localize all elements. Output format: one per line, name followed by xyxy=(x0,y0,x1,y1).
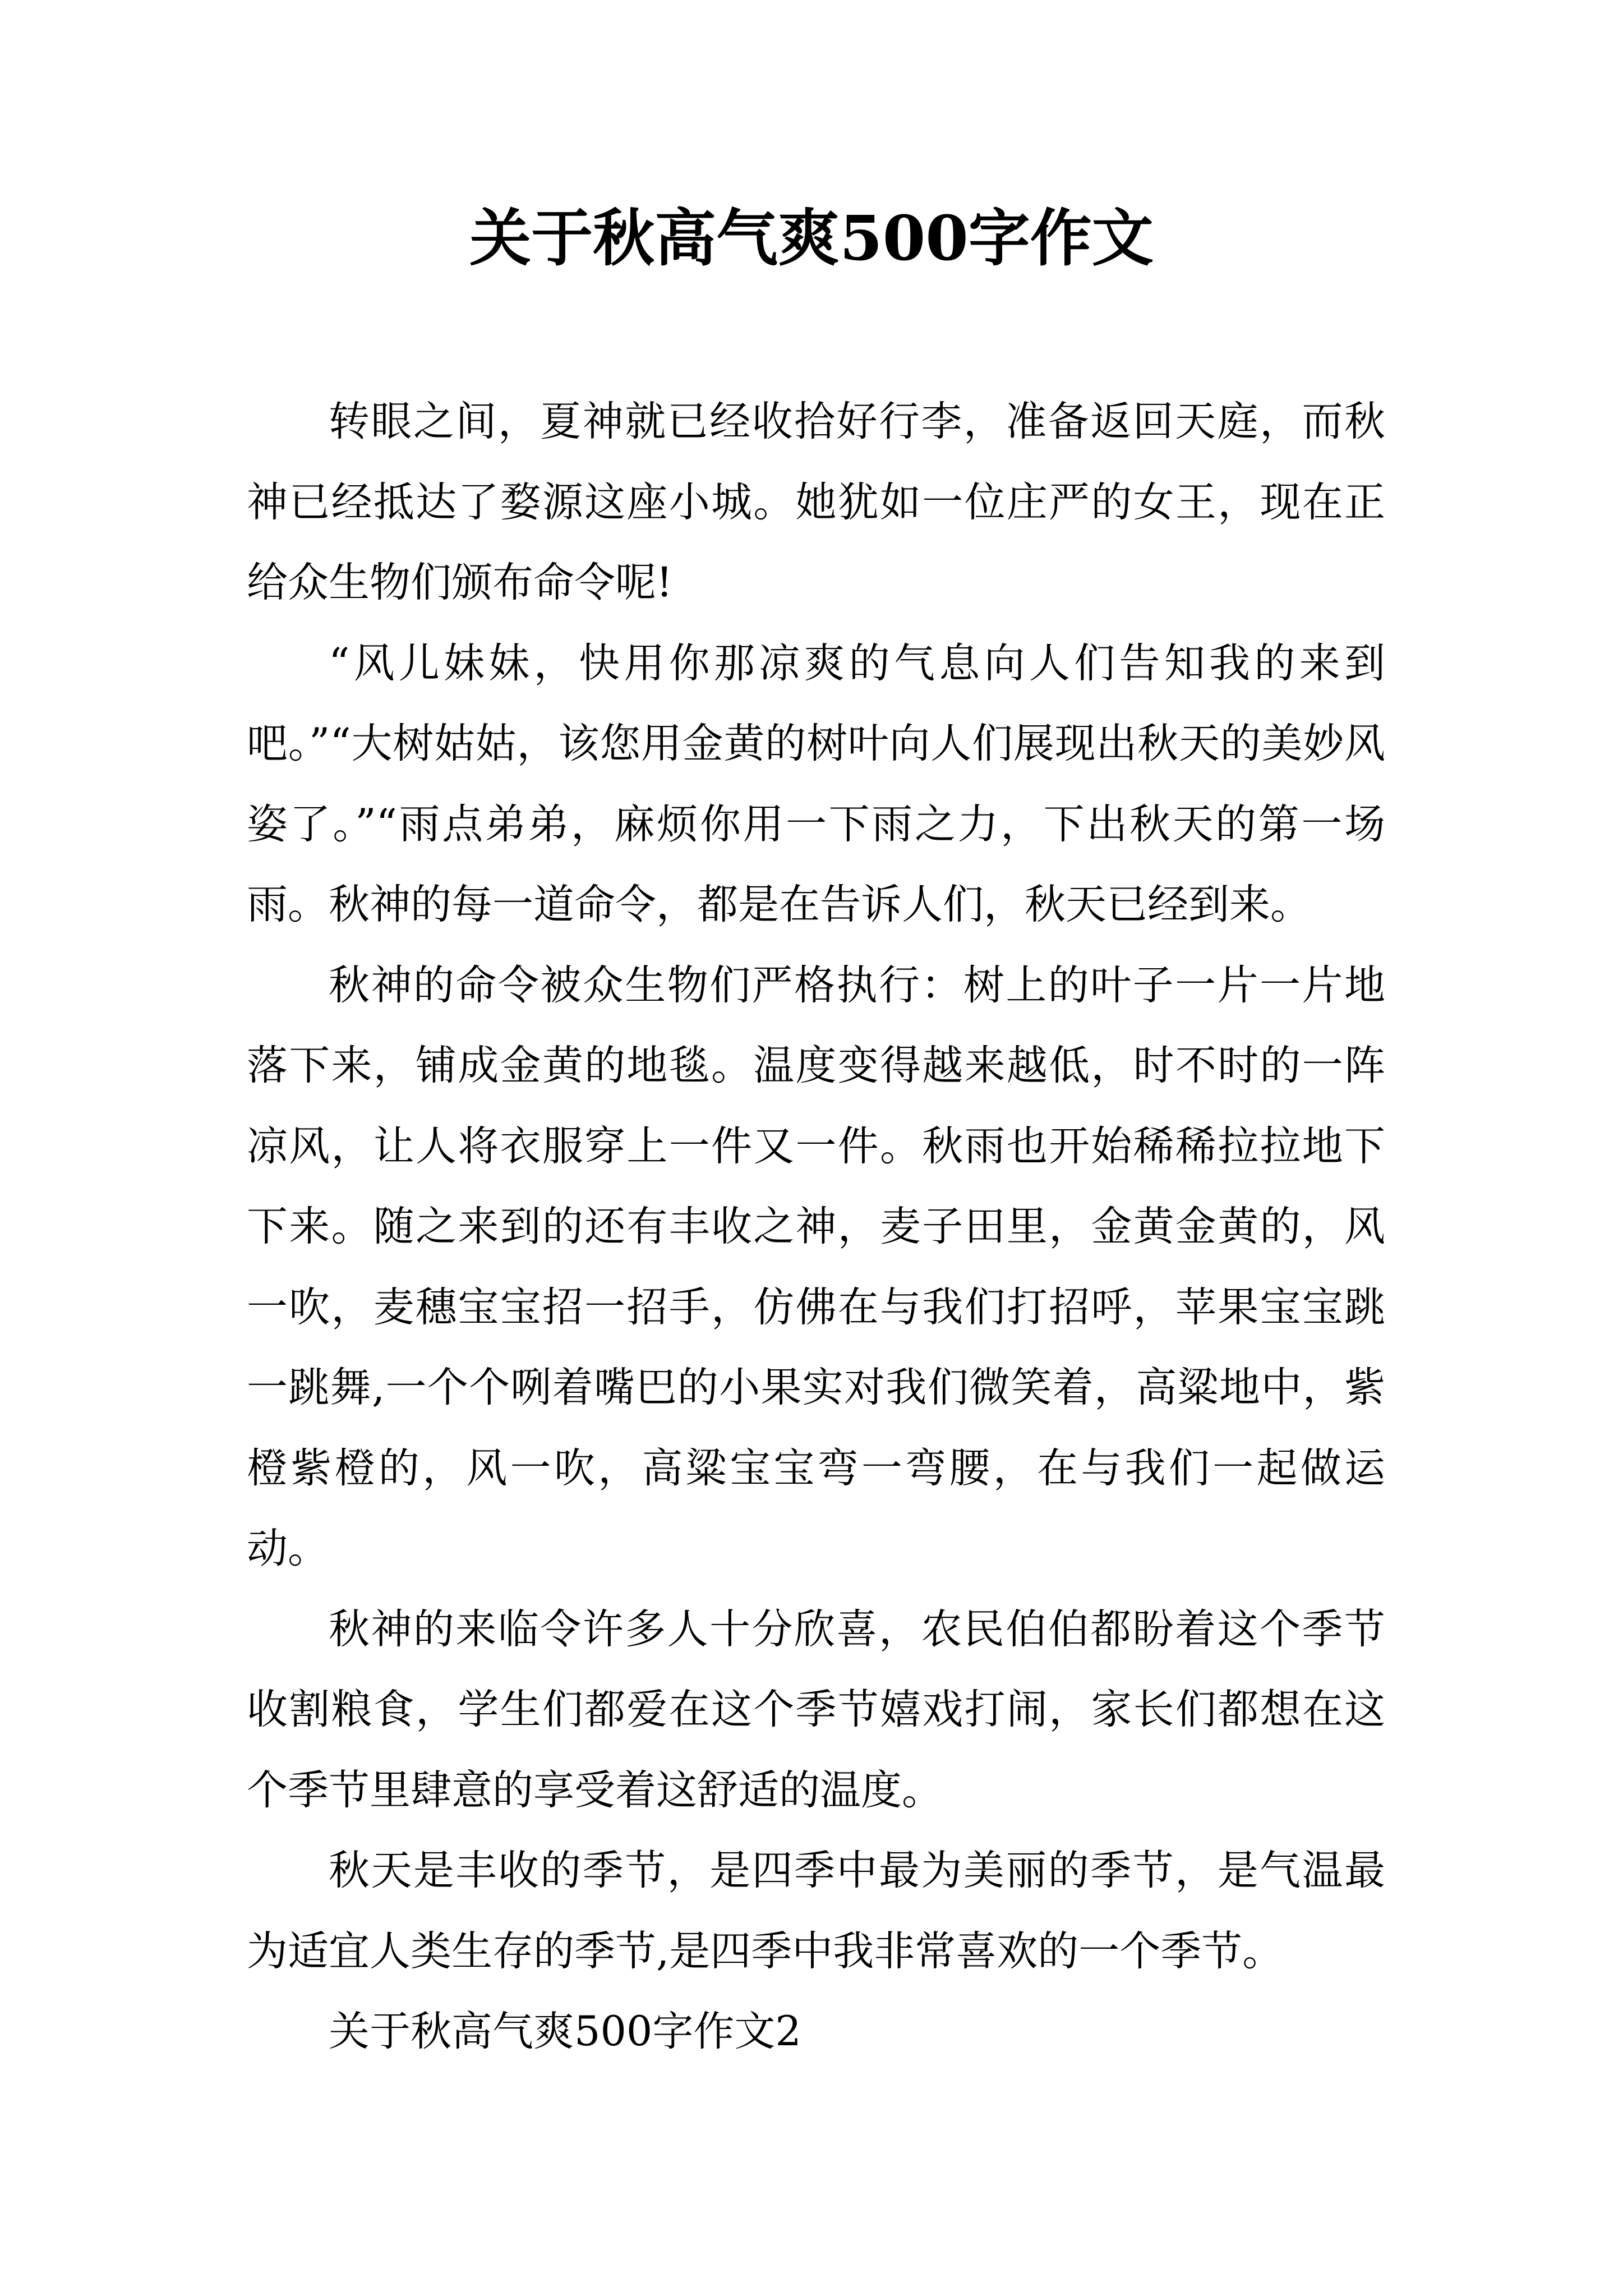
paragraph-3: 秋神的命令被众生物们严格执行：树上的叶子一片一片地落下来，铺成金黄的地毯。温度变得越来越低，时不时的一阵凉风，让人将衣服穿上一件又一件。秋雨也开始稀稀拉拉地下下来。随之来到的还有丰收之神，麦子田里，金黄金黄的，风一吹，麦穗宝宝招一招手，仿佛在与我们打招呼，苹果宝宝跳一跳舞,一个个咧着嘴巴的小果实对我们微笑着，高粱地中，紫橙紫橙的，风一吹，高粱宝宝弯一弯腰，在与我们一起做运动。 xyxy=(247,961,1385,1572)
section-heading-2: 关于秋高气爽500字作文2 xyxy=(329,2008,801,2055)
document-body xyxy=(247,381,1385,2072)
document-title: 关于秋高气爽500字作文 xyxy=(469,202,1154,274)
paragraph-4: 秋神的来临令许多人十分欣喜，农民伯伯都盼着这个季节收割粮食，学生们都爱在这个季节嬉戏打闹，家长们都想在这个季节里肆意的享受着这舒适的温度。 xyxy=(247,1605,1385,1814)
paragraph-5: 秋天是丰收的季节，是四季中最为美丽的季节，是气温最为适宜人类生存的季节,是四季中我非常喜欢的一个季节。 xyxy=(247,1847,1385,1975)
paragraph-2: “风儿妹妹，快用你那凉爽的气息向人们告知我的来到吧。”“大树姑姑，该您用金黄的树叶向人们展现出秋天的美妙风姿了。”“雨点弟弟，麻烦你用一下雨之力，下出秋天的第一场雨。秋神的每一道命令，都是在告诉人们，秋天已经到来。 xyxy=(247,639,1385,928)
paragraph-1: 转眼之间，夏神就已经收拾好行李，准备返回天庭，而秋神已经抵达了婺源这座小城。她犹如一位庄严的女王，现在正给众生物们颁布命令呢! xyxy=(247,398,1385,606)
